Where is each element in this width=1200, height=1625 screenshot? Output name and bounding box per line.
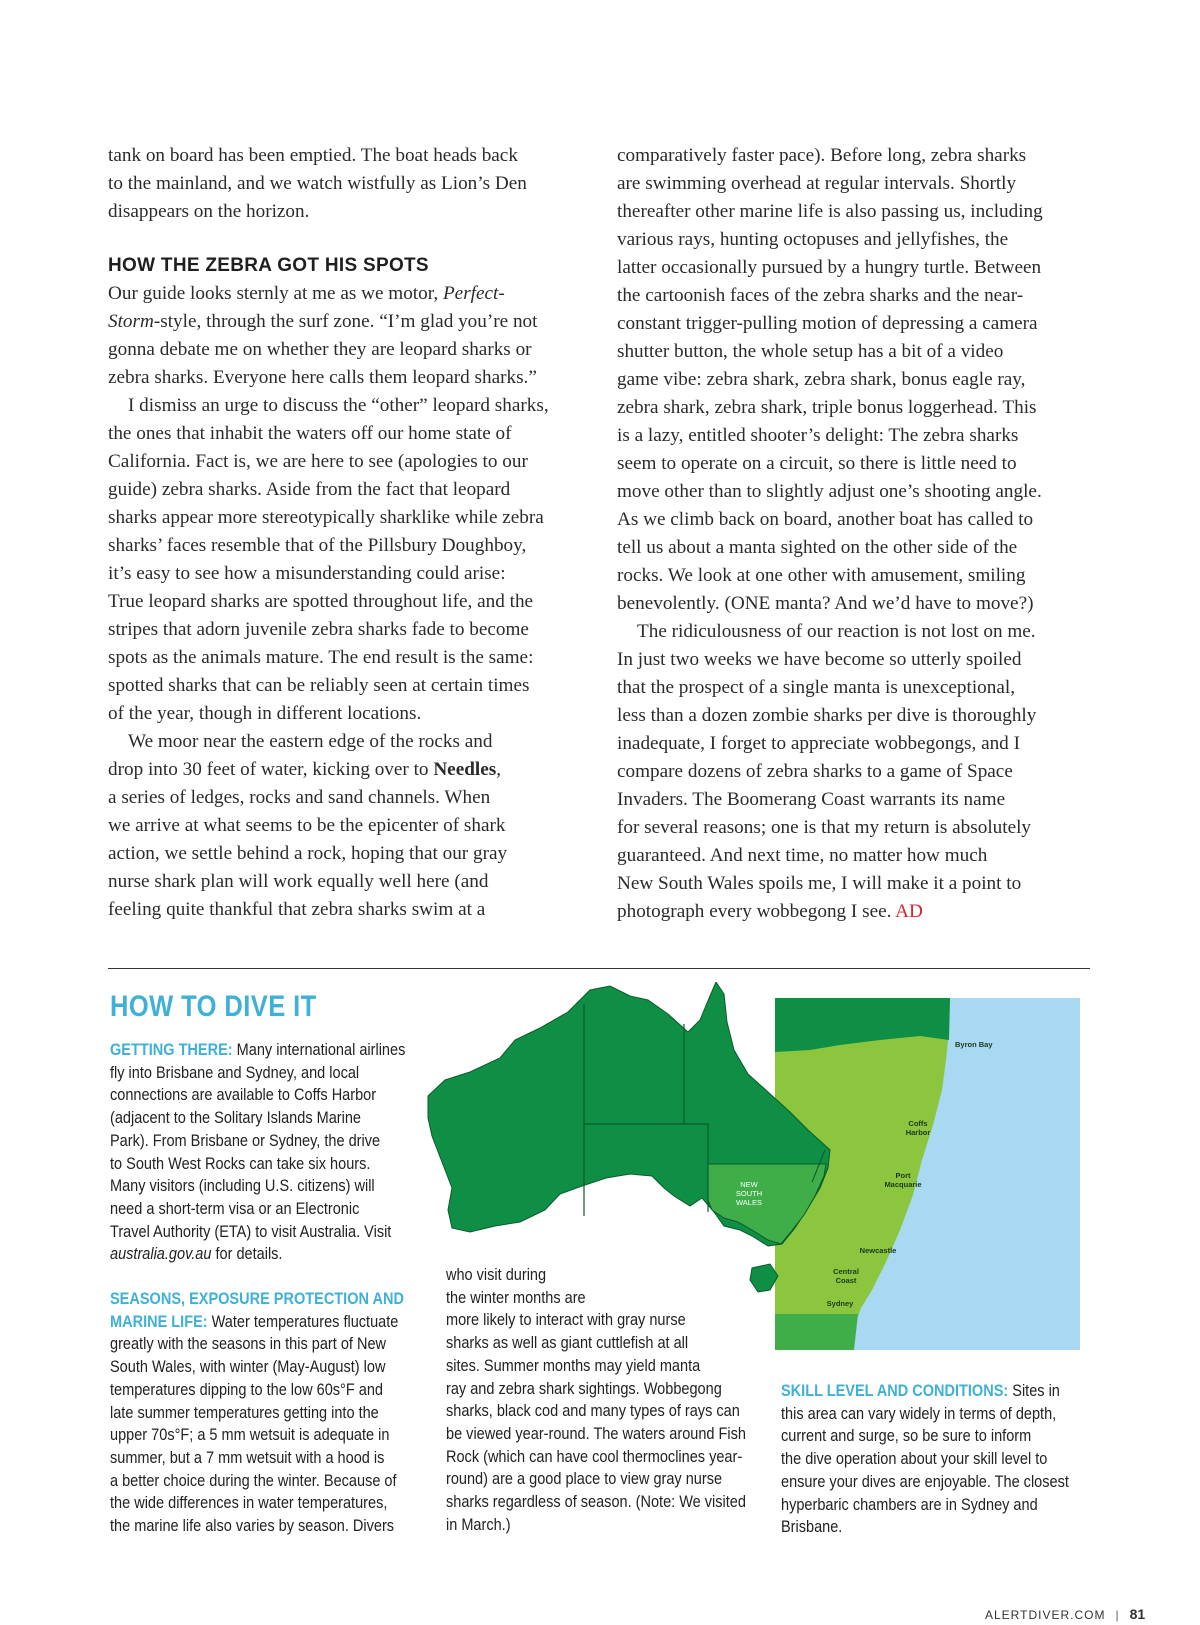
text-line: be viewed year-round. The waters around Fish xyxy=(446,1424,746,1443)
text-line: late summer temperatures getting into the xyxy=(110,1403,379,1422)
text-line: the dive operation about your skill level to xyxy=(781,1450,1048,1469)
paragraph xyxy=(108,728,588,924)
place-label-byron-bay: Byron Bay xyxy=(955,1040,993,1049)
text-line: game vibe: zebra shark, zebra shark, bonus eagle ray, xyxy=(617,369,1026,390)
section-label: SEASONS, EXPOSURE PROTECTION AND xyxy=(110,1290,404,1309)
page-number: 81 xyxy=(1129,1606,1146,1622)
text-line: for several reasons; one is that my return is absolutely xyxy=(617,817,1032,838)
text-line: disappears on the horizon. xyxy=(108,201,310,222)
text-line: In just two weeks we have become so utterly spoiled xyxy=(617,649,1022,670)
page-footer xyxy=(985,1606,1145,1622)
text-line xyxy=(108,756,588,784)
text-line: temperatures dipping to the low 60s°F and xyxy=(110,1380,383,1399)
text-line: The ridiculousness of our reaction is not lost on me. xyxy=(637,621,1036,642)
paragraph xyxy=(617,618,1097,926)
text-line: spotted sharks that can be reliably seen at certain times xyxy=(108,675,530,696)
text-line: New South Wales spoils me, I will make it a point to xyxy=(617,873,1022,894)
place-label-newcastle: Newcastle xyxy=(859,1246,897,1255)
text-line: we arrive at what seems to be the epicenter of shark xyxy=(108,815,506,836)
text-line: ray and zebra shark sightings. Wobbegong xyxy=(446,1379,722,1398)
footer-site-name: ALERTDIVER.COM xyxy=(985,1608,1106,1622)
place-label-sydney: Sydney xyxy=(826,1299,854,1308)
text-line: this area can vary widely in terms of depth, xyxy=(781,1404,1057,1423)
text-run: Sites in xyxy=(1008,1382,1060,1400)
text-line: feeling quite thankful that zebra sharks swim at a xyxy=(108,899,486,920)
text-line: the winter months are xyxy=(446,1288,586,1307)
text-line: a better choice during the winter. Because of xyxy=(110,1471,397,1490)
text-run: -style, through the surf zone. “I’m glad you’re not xyxy=(153,311,538,332)
dive-site-name: Needles xyxy=(433,759,497,780)
text-line: sharks as well as giant cuttlefish at all xyxy=(446,1334,689,1353)
text-line xyxy=(110,1243,392,1266)
sidebar-column-left xyxy=(110,1039,430,1538)
text-line: round) are a good place to view gray nurse xyxy=(446,1470,723,1489)
text-line: connections are available to Coffs Harbor xyxy=(110,1086,377,1105)
text-line: zebra sharks. Everyone here calls them leopard sharks.” xyxy=(108,367,537,388)
text-line: current and surge, so be sure to inform xyxy=(781,1427,1032,1446)
text-line: sharks regardless of season. (Note: We visited xyxy=(446,1493,746,1512)
text-line: constant trigger-pulling motion of depressing a camera xyxy=(617,313,1038,334)
text-line: it’s easy to see how a misunderstanding could arise: xyxy=(108,563,506,584)
place-label-port-macquarie: Macquarie xyxy=(884,1180,922,1189)
text-line xyxy=(110,1311,399,1334)
text-line: the wide differences in water temperatures, xyxy=(110,1494,388,1513)
text-line: seem to operate on a circuit, so there is little need to xyxy=(617,453,1017,474)
text-line: nurse shark plan will work equally well here (and xyxy=(108,871,489,892)
text-line: more likely to interact with gray nurse xyxy=(446,1311,686,1330)
text-line: fly into Brisbane and Sydney, and local xyxy=(110,1063,360,1082)
sidebar-column-right xyxy=(781,1380,1101,1539)
text-line: need a short-term visa or an Electronic xyxy=(110,1199,360,1218)
website-link[interactable]: australia.gov.au xyxy=(110,1245,212,1264)
text-line: the marine life also varies by season. Divers xyxy=(110,1517,395,1536)
nsw-label-line: NEW xyxy=(740,1180,758,1189)
text-line: to the mainland, and we watch wistfully as Lion’s Den xyxy=(108,173,527,194)
text-line: shutter button, the whole setup has a bit of a video xyxy=(617,341,1004,362)
text-run: Many international airlines xyxy=(232,1041,406,1059)
section-divider xyxy=(108,968,1090,969)
text-run: drop into 30 feet of water, kicking over to xyxy=(108,759,434,780)
section-label: MARINE LIFE: xyxy=(110,1312,208,1331)
text-line: move other than to slightly adjust one’s shooting angle. xyxy=(617,481,1042,502)
text-line xyxy=(110,1039,406,1062)
nsw-label-line: WALES xyxy=(736,1198,762,1207)
text-line: thereafter other marine life is also passing us, including xyxy=(617,201,1043,222)
text-line xyxy=(108,308,588,336)
text-run: , xyxy=(496,759,501,780)
text-line: guaranteed. And next time, no matter how much xyxy=(617,845,988,866)
text-line: are swimming overhead at regular intervals. Shortly xyxy=(617,173,1017,194)
italic-text: Perfect- xyxy=(442,283,505,304)
text-line: the cartoonish faces of the zebra sharks and the near- xyxy=(617,285,1024,306)
text-line: Park). From Brisbane or Sydney, the drive xyxy=(110,1131,381,1150)
text-line: compare dozens of zebra sharks to a game of Space xyxy=(617,761,1013,782)
text-line: less than a dozen zombie sharks per dive is thoroughly xyxy=(617,705,1037,726)
text-line: guide) zebra sharks. Aside from the fact that leopard xyxy=(108,479,511,500)
text-line: who visit during xyxy=(446,1266,547,1284)
text-line: rocks. We look at one other with amusement, smiling xyxy=(617,565,1026,586)
text-line: tell us about a manta sighted on the other side of the xyxy=(617,537,1018,558)
text-line: inadequate, I forget to appreciate wobbegongs, and I xyxy=(617,733,1020,754)
text-line: stripes that adorn juvenile zebra sharks fade to become xyxy=(108,619,529,640)
text-run: Water temperatures fluctuate xyxy=(207,1312,399,1331)
italic-text: Storm xyxy=(108,311,154,332)
text-line: is a lazy, entitled shooter’s delight: The zebra sharks xyxy=(617,425,1019,446)
text-line: ensure your dives are enjoyable. The closest xyxy=(781,1472,1069,1491)
text-line: Brisbane. xyxy=(781,1518,843,1537)
text-line: of the year, though in different locations. xyxy=(108,703,422,724)
sidebar-title: HOW TO DIVE IT xyxy=(110,990,317,1023)
text-line: (adjacent to the Solitary Islands Marine xyxy=(110,1109,362,1128)
text-line: gonna debate me on whether they are leopard sharks or xyxy=(108,339,532,360)
text-line: tank on board has been emptied. The boat heads back xyxy=(108,145,518,166)
text-line: Rock (which can have cool thermoclines year- xyxy=(446,1447,743,1466)
place-label-coffs-harbor: Coffs xyxy=(908,1119,928,1128)
text-line: We moor near the eastern edge of the rocks and xyxy=(128,731,493,752)
text-run: for details. xyxy=(211,1245,283,1264)
text-line: action, we settle behind a rock, hoping that our gray xyxy=(108,843,508,864)
text-line: sharks’ faces resemble that of the Pillsbury Doughboy, xyxy=(108,535,527,556)
text-line: upper 70s°F; a 5 mm wetsuit is adequate in xyxy=(110,1426,390,1445)
seasons-section xyxy=(110,1288,430,1538)
text-line xyxy=(781,1380,1063,1403)
tasmania xyxy=(750,1264,778,1292)
text-line: that the prospect of a single manta is unexceptional, xyxy=(617,677,1016,698)
text-line: to South West Rocks can take six hours. xyxy=(110,1154,371,1173)
end-mark: AD xyxy=(895,901,923,922)
text-run: photograph every wobbegong I see. xyxy=(617,901,896,922)
text-line: a series of ledges, rocks and sand channels. When xyxy=(108,787,491,808)
section-label: GETTING THERE: xyxy=(110,1041,233,1059)
text-line: spots as the animals mature. The end result is the same: xyxy=(108,647,534,668)
paragraph xyxy=(617,142,1097,618)
text-line: As we climb back on board, another boat has called to xyxy=(617,509,1034,530)
paragraph xyxy=(108,142,588,226)
place-label-central-coast: Central xyxy=(833,1267,859,1276)
section-subheading: HOW THE ZEBRA GOT HIS SPOTS xyxy=(108,255,429,276)
text-line: Invaders. The Boomerang Coast warrants its name xyxy=(617,789,1006,810)
paragraph xyxy=(108,392,588,728)
place-label-port-macquarie: Port xyxy=(895,1171,911,1180)
text-line: I dismiss an urge to discuss the “other” leopard sharks, xyxy=(128,395,549,416)
text-line: greatly with the seasons in this part of New xyxy=(110,1335,387,1354)
text-line: various rays, hunting octopuses and jellyfishes, the xyxy=(617,229,1009,250)
australia-map xyxy=(420,982,1090,1362)
text-line xyxy=(617,898,1097,926)
text-line xyxy=(108,280,588,308)
text-line: Travel Authority (ETA) to visit Australia. Visit xyxy=(110,1222,392,1241)
text-line: sites. Summer months may yield manta xyxy=(446,1356,701,1375)
getting-there-section xyxy=(110,1039,430,1266)
text-line: summer, but a 7 mm wetsuit with a hood is xyxy=(110,1448,385,1467)
place-label-coffs-harbor: Harbor xyxy=(905,1128,931,1137)
text-line: hyperbaric chambers are in Sydney and xyxy=(781,1495,1038,1514)
article-column-right xyxy=(617,142,1097,926)
paragraph xyxy=(108,280,588,392)
text-line: the ones that inhabit the waters off our home state of xyxy=(108,423,512,444)
article-column-left xyxy=(108,142,588,924)
text-line: Many visitors (including U.S. citizens) will xyxy=(110,1177,375,1196)
place-label-central-coast: Coast xyxy=(835,1276,857,1285)
text-line: comparatively faster pace). Before long, zebra sharks xyxy=(617,145,1027,166)
text-line: True leopard sharks are spotted throughout life, and the xyxy=(108,591,534,612)
text-line: in March.) xyxy=(446,1515,511,1534)
text-line: sharks appear more stereotypically sharklike while zebra xyxy=(108,507,544,528)
text-line: California. Fact is, we are here to see (apologies to our xyxy=(108,451,528,472)
nsw-label-line: SOUTH xyxy=(735,1189,763,1198)
text-line: sharks, black cod and many types of rays can xyxy=(446,1402,740,1421)
text-run: Our guide looks sternly at me as we motor, xyxy=(108,283,443,304)
inset-victoria-area xyxy=(775,1314,858,1350)
text-line: zebra shark, zebra shark, triple bonus loggerhead. This xyxy=(617,397,1037,418)
text-line: benevolently. (ONE manta? And we’d have to move?) xyxy=(617,593,1034,614)
section-label: SKILL LEVEL AND CONDITIONS: xyxy=(781,1382,1009,1400)
text-line: latter occasionally pursued by a hungry turtle. Between xyxy=(617,257,1042,278)
text-line: South Wales, with winter (May-August) low xyxy=(110,1358,386,1377)
footer-separator: | xyxy=(1115,1608,1120,1622)
